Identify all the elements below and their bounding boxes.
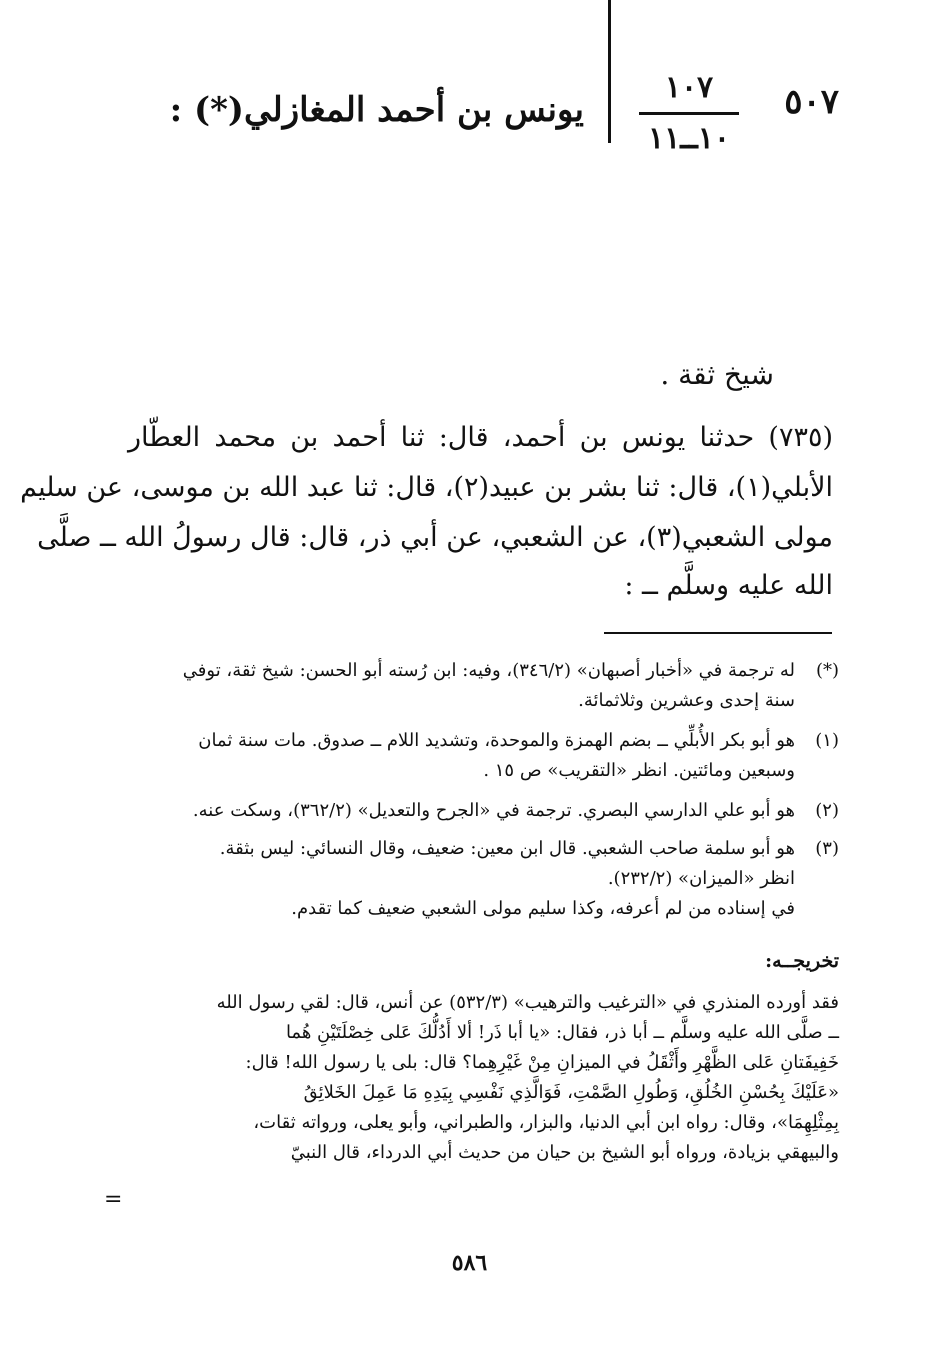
entry-fraction — [639, 68, 739, 159]
narrator-title: يونس بن أحمد المغازلي(*) : — [169, 90, 584, 130]
footnote-marker: (*) — [815, 660, 839, 681]
footnote-marker: (٣) — [815, 838, 839, 859]
footnote-line: وسبعين ومائتين. انظر «التقريب» ص ١٥ . — [483, 760, 795, 781]
takhrij-line: والبيهقي بزيادة، ورواه أبو الشيخ بن حيان من حديث أبي الدرداء، قال النبيّ — [290, 1142, 839, 1163]
narrator-grade: شيخ ثقة . — [660, 358, 774, 391]
footnote-line: سنة إحدى وعشرين وثلاثمائة. — [578, 690, 795, 711]
takhrij-line: خَفِيفَتانِ عَلى الظَّهْرِ وأَثْقَلُ في الميزانِ مِنْ غَيْرِهِما؟ قال: بلى يا رسول الله! قال: — [245, 1052, 839, 1073]
footnote-marker: (١) — [815, 730, 839, 751]
footnote-line: انظر «الميزان» (٢٣٢/٢). — [607, 868, 795, 889]
footnote-line: هو أبو بكر الأُبلِّي ــ بضم الهمزة والموحدة، وتشديد اللام ــ صدوق. مات سنة ثمان — [198, 730, 795, 751]
page-number: ٥٨٦ — [451, 1250, 488, 1276]
entry-number: ٥٠٧ — [784, 82, 839, 122]
footnote-line: له ترجمة في «أخبار أصبهان» (٣٤٦/٢)، وفيه: ابن رُسته أبو الحسن: شيخ ثقة، توفي — [182, 660, 795, 681]
takhrij-line: بِمِثْلِهِمَا»، وقال: رواه ابن أبي الدنيا، والبزار، والطبراني، وأبو يعلى، ورواته ثقات، — [253, 1112, 839, 1133]
takhrij-line: ــ صلَّى الله عليه وسلَّم ــ أبا ذر، فقال: «يا أبا ذَر! ألا أَدُلُّكَ عَلى خِصْلَتَيْنِ هُما — [285, 1022, 839, 1043]
footnote-line: في إسناده من لم أعرفه، وكذا سليم مولى الشعبي ضعيف كما تقدم. — [291, 898, 795, 919]
footnote — [136, 834, 839, 924]
fraction-bar — [639, 112, 739, 115]
fraction-bottom: ١٠ــ١١ — [647, 121, 731, 156]
takhrij-text — [136, 988, 839, 1168]
takhrij-line: فقد أورده المنذري في «الترغيب والترهيب» (٥٣٢/٣) عن أنس، قال: لقي رسول الله — [216, 992, 839, 1013]
footnote-marker: (٢) — [815, 800, 839, 821]
hadith-line: الأبلي(١)، قال: ثنا بشر بن عبيد(٢)، قال: ثنا عبد الله بن موسى، عن سليم — [20, 472, 833, 503]
footnote — [136, 726, 839, 786]
header-divider — [608, 0, 611, 143]
footnote — [136, 796, 839, 826]
fraction-top: ١٠٧ — [664, 70, 714, 105]
footnote-line: هو أبو سلمة صاحب الشعبي. قال ابن معين: ضعيف، وقال النسائي: ليس بثقة. — [219, 838, 795, 859]
hadith-line: (٧٣٥) حدثنا يونس بن أحمد، قال: ثنا أحمد بن محمد العطّار — [128, 422, 833, 453]
footnote — [136, 656, 839, 716]
hadith-line: مولى الشعبي(٣)، عن الشعبي، عن أبي ذر، قال: قال رسولُ الله ــ صلَّى — [37, 522, 833, 553]
takhrij-heading: تخريجــه: — [765, 950, 839, 972]
takhrij-line: «عَلَيْكَ بِحُسْنِ الخُلُقِ، وَطُولِ الصَّمْتِ، فَوَالَّذِي نَفْسِي بِيَدِهِ مَا عَمِلَ الخَلائِقُ — [303, 1082, 839, 1103]
footnote-line: هو أبو علي الدارسي البصري. ترجمة في «الجرح والتعديل» (٣٦٢/٢)، وسكت عنه. — [192, 800, 795, 821]
footnote-separator — [604, 632, 832, 634]
hadith-line: الله عليه وسلَّم ــ : — [624, 570, 833, 601]
continuation-mark: = — [104, 1187, 123, 1212]
